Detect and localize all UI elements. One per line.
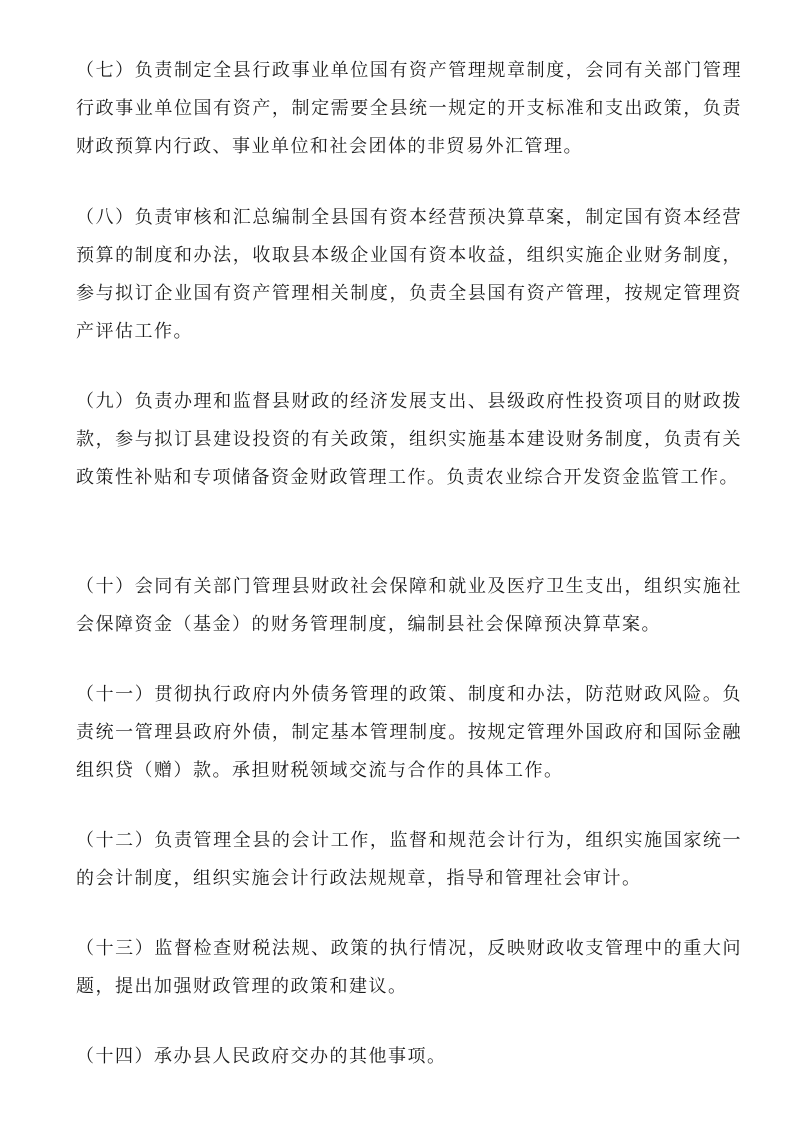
paragraph-duty-13: （十三）监督检查财税法规、政策的执行情况，反映财政收支管理中的重大问题，提出加强财政管理的政策和建议。	[76, 938, 742, 997]
paragraph-duty-8: （八）负责审核和汇总编制全县国有资本经营预决算草案，制定国有资本经营预算的制度和办法，收取县本级企业国有资本收益，组织实施企业财务制度，参与拟订企业国有资产管理相关制度，负责全县国有资产管理，按规定管理资产评估工作。	[76, 207, 742, 342]
paragraph-duty-11: （十一）贯彻执行政府内外债务管理的政策、制度和办法，防范财政风险。负责统一管理县政府外债，制定基本管理制度。按规定管理外国政府和国际金融组织贷（赠）款。承担财税领域交流与合作的具体工作。	[76, 684, 742, 781]
paragraph-duty-10: （十）会同有关部门管理县财政社会保障和就业及医疗卫生支出，组织实施社会保障资金（基金）的财务管理制度，编制县社会保障预决算草案。	[76, 576, 742, 635]
paragraph-duty-14: （十四）承办县人民政府交办的其他事项。	[76, 1046, 447, 1067]
paragraph-duty-7: （七）负责制定全县行政事业单位国有资产管理规章制度，会同有关部门管理行政事业单位国有资产，制定需要全县统一规定的开支标准和支出政策，负责财政预算内行政、事业单位和社会团体的非贸易外汇管理。	[76, 60, 742, 157]
paragraph-duty-9: （九）负责办理和监督县财政的经济发展支出、县级政府性投资项目的财政拨款，参与拟订县建设投资的有关政策，组织实施基本建设财务制度，负责有关政策性补贴和专项储备资金财政管理工作。负责农业综合开发资金监管工作。	[76, 391, 742, 488]
paragraph-duty-12: （十二）负责管理全县的会计工作，监督和规范会计行为，组织实施国家统一的会计制度，组织实施会计行政法规规章，指导和管理社会审计。	[76, 830, 742, 889]
